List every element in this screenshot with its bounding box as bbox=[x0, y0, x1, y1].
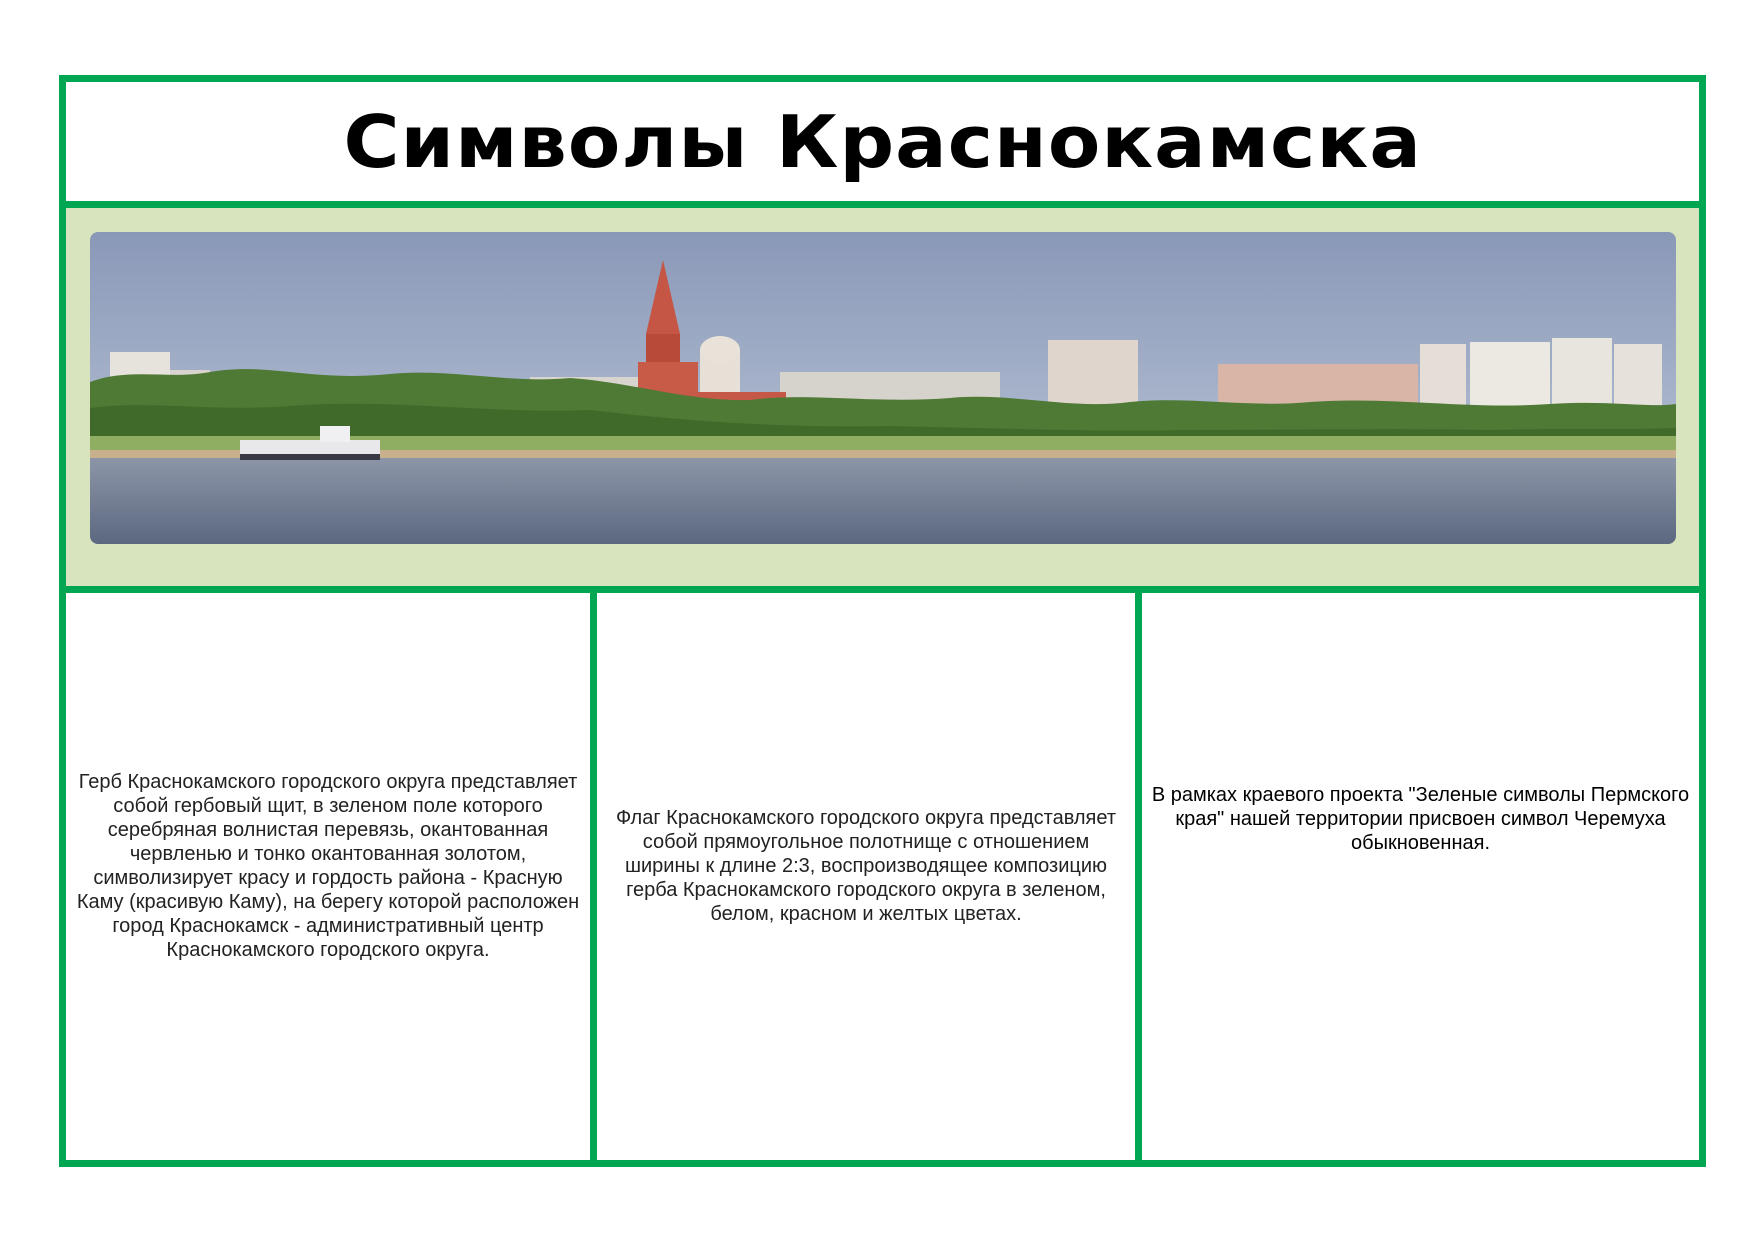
photo-band bbox=[66, 208, 1699, 593]
green-symbol-text: В рамках краевого проекта "Зеленые символы Пермского края" нашей территории присвоен символ Черемуха обыкновенная. bbox=[1151, 783, 1690, 854]
flag-text: Флаг Краснокамского городского округа представляет собой прямоугольное полотнище с отношением ширины к длине 2:3, воспроизводящее композицию герба Краснокамского городского округа в зеленом, белом, красном и желтых цветах. bbox=[616, 806, 1116, 925]
city-panorama-photo bbox=[90, 232, 1676, 544]
title-box bbox=[66, 82, 1699, 208]
info-columns bbox=[66, 593, 1699, 1160]
green-symbol-column bbox=[1142, 593, 1699, 1160]
poster-frame bbox=[59, 75, 1706, 1167]
page-title: Символы Краснокамска bbox=[343, 99, 1422, 184]
flag-column bbox=[597, 593, 1142, 1160]
coat-of-arms-column bbox=[66, 593, 597, 1160]
panorama-illustration bbox=[90, 232, 1676, 544]
coat-of-arms-text: Герб Краснокамского городского округа представляет собой гербовый щит, в зеленом поле которого серебряная волнистая перевязь, окантованная червленью и тонко окантованная золотом, символизирует красу и гордость района - Красную Каму (красивую Каму), на берегу которой расположен город Краснокамск - административный центр Краснокамского городского округа. bbox=[76, 770, 580, 961]
